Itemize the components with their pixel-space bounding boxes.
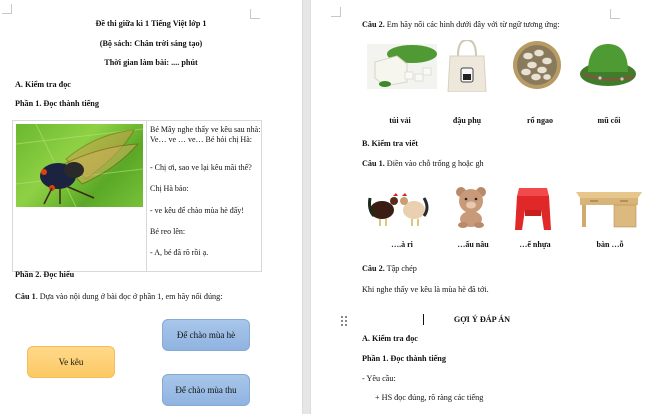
requirement-item: + HS đọc đúng, rõ ràng các tiếng [375, 393, 484, 402]
page-corner-mark [2, 4, 12, 14]
match-box-ve-keu[interactable]: Ve kêu [27, 346, 115, 378]
doc-title: Đề thi giữa kì 1 Tiếng Việt lớp 1 [95, 19, 207, 28]
writing-question-1 [362, 159, 484, 169]
story-paragraph: Chị Hà bảo: [150, 184, 189, 193]
wooden-desk-icon [576, 188, 642, 228]
cicada-icon [16, 124, 143, 207]
writing-question-2 [362, 264, 417, 274]
roosters-image [366, 190, 432, 228]
page-corner-mark [610, 9, 620, 19]
word-tui-vai: túi vải [389, 116, 411, 125]
clam-basket-image [512, 40, 562, 90]
word-mu-coi: mũ cối [597, 116, 621, 125]
section-a-heading: A. Kiểm tra đọc [15, 80, 71, 89]
word-ro-ngao: rổ ngao [527, 116, 553, 125]
tote-bag-image [446, 40, 488, 92]
story-paragraph: - A, bé đã rõ rồi ạ. [150, 248, 209, 257]
pith-helmet-image [578, 40, 638, 90]
doc-subtitle: (Bộ sách: Chân trời sáng tạo) [99, 39, 203, 48]
wooden-desk-image [576, 188, 642, 228]
answer-section-a: A. Kiểm tra đọc [362, 334, 418, 343]
question-label: Câu 1. [362, 159, 385, 168]
word-dau-phu: đậu phụ [452, 116, 482, 125]
part1-heading: Phần 1. Đọc thành tiếng [15, 99, 99, 108]
blank-word-ghe-nhua: …ế nhựa [519, 240, 551, 249]
question-label: Câu 1 [15, 292, 36, 301]
story-paragraph: - Chị ơi, sao ve lại kêu mãi thế? [150, 163, 252, 172]
teddy-bear-image [454, 186, 488, 228]
document-page-left [0, 0, 302, 414]
question-label: Câu 2. [362, 264, 385, 273]
requirement-label: - Yêu cầu: [362, 374, 396, 383]
reading-table [12, 120, 262, 272]
pith-helmet-icon [578, 40, 638, 90]
match-box-autumn[interactable]: Để chào mùa thu [162, 374, 250, 406]
tote-bag-icon [446, 40, 488, 92]
story-paragraph: Bé Mây nghe thấy ve kêu sau nhà: Ve… ve … ve… Bé hỏi chị Hà: [150, 125, 261, 144]
doc-time: Thời gian làm bài: .... phút [104, 58, 198, 67]
story-paragraph: - ve kêu để chào mùa hè đấy! [150, 206, 244, 215]
teddy-bear-icon [454, 186, 488, 228]
blank-word-ban-go: bàn …ỗ [596, 240, 624, 249]
question-text: Tập chép [384, 264, 417, 273]
red-stool-image [513, 186, 553, 230]
roosters-icon [366, 190, 432, 228]
section-b-heading: B. Kiểm tra viết [362, 139, 418, 148]
question-label: Câu 2. [362, 20, 385, 29]
part2-heading: Phần 2. Đọc hiểu [15, 270, 75, 279]
drag-handle-icon[interactable] [341, 316, 347, 325]
tofu-icon [367, 44, 437, 89]
question-text: . Dựa vào nội dung ở bài đọc ở phần 1, em hãy nối đúng: [35, 292, 223, 301]
match-box-summer[interactable]: Để chào mùa hè [162, 319, 250, 351]
red-stool-icon [513, 186, 553, 230]
question-2 [362, 20, 560, 30]
page-gutter [302, 0, 311, 414]
table-column-divider [146, 121, 147, 271]
clam-basket-icon [512, 40, 562, 90]
blank-word-gau-nau: …ấu nâu [457, 240, 489, 249]
tofu-image [367, 44, 437, 89]
cicada-image [16, 124, 143, 207]
blank-word-ga-ri: ….à ri [391, 240, 413, 249]
question-text: Điền vào chỗ trống g hoặc gh [384, 159, 484, 168]
story-paragraph: Bé reo lên: [150, 227, 186, 236]
answer-heading: GỢI Ý ĐÁP ÁN [453, 315, 511, 324]
page-corner-mark [250, 9, 260, 19]
text-cursor [423, 314, 424, 325]
answer-part1: Phần 1. Đọc thành tiếng [362, 354, 446, 363]
question-1 [15, 292, 223, 302]
page-corner-mark [331, 7, 341, 17]
question-text: Em hãy nối các hình dưới đây với từ ngữ tương ứng: [384, 20, 560, 29]
copy-sentence: Khi nghe thấy ve kêu là mùa hè đã tới. [362, 285, 489, 294]
